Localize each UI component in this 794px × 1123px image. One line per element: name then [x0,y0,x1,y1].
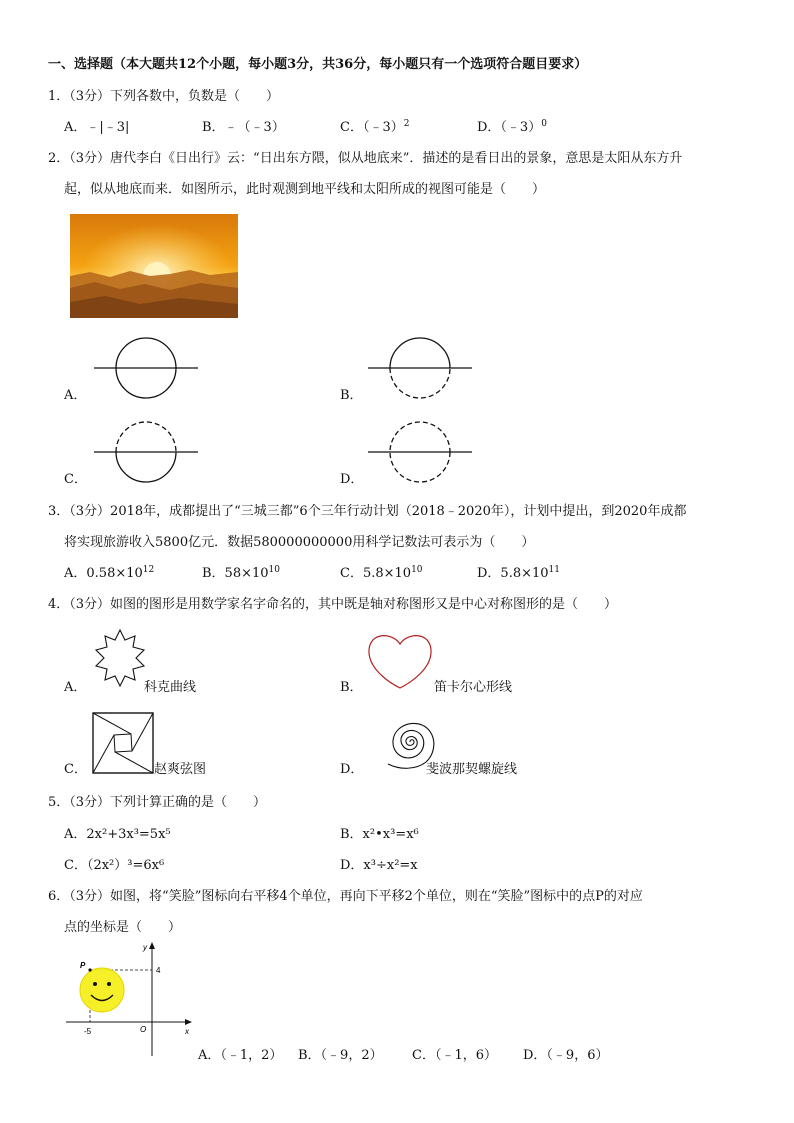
q6-option-b[interactable]: B．（﹣9，2） [298,1048,383,1063]
q2-option-b[interactable]: B． [340,388,363,403]
smiley-coordinate-figure [64,940,200,1058]
q5-option-d[interactable]: D．x³÷x²=x [340,858,418,873]
q3-option-c-exp: 10 [411,565,423,575]
q5-option-b[interactable]: B．x²•x³=x⁶ [340,827,419,842]
q4-option-a-name: 科克曲线 [144,680,197,695]
fig-tick-neg5: -5 [84,1027,92,1036]
q3-option-a-exp: 12 [142,565,155,575]
q6-option-c[interactable]: C．（﹣1，6） [412,1048,497,1063]
q5-option-c[interactable]: C．（2x²）³=6x⁶ [64,858,165,873]
q2-option-c[interactable]: C． [64,472,87,487]
q1-option-c-exp: 2 [403,119,410,129]
q2-figure-a [94,338,198,400]
q1-option-d-exp: 0 [541,119,547,129]
q1-option-d[interactable] [477,119,547,137]
q1-option-b[interactable]: B．﹣（﹣3） [202,120,285,135]
q4-option-b[interactable]: B． [340,680,363,695]
q4-option-a[interactable]: A． [64,680,87,695]
koch-snowflake-figure [90,628,150,692]
q4-option-b-name: 笛卡尔心形线 [434,680,513,695]
q4-option-d[interactable]: D． [340,762,364,777]
q1-stem: 1．（3分）下列各数中，负数是（ ） [48,89,280,104]
q6-line-1: 6．（3分）如图，将“笑脸”图标向右平移4个单位，再向下平移2个单位，则在“笑脸”图标中的点P的对应 [48,889,643,904]
fig-tick-4: 4 [156,966,161,975]
q3-option-d-exp: 11 [548,565,560,575]
q3-option-b-exp: 10 [268,565,280,575]
q3-line-1: 3．（3分）2018年，成都提出了“三城三都”6个三年行动计划（2018﹣2020年），计划中提出，到2020年成都 [48,504,687,519]
q2-figure-c [94,422,198,484]
q1-option-c-base: C．（﹣3） [340,120,404,135]
q2-figure-b [368,338,472,400]
q3-option-d[interactable] [477,565,560,583]
q3-option-c[interactable] [340,565,423,583]
q2-line-1: 2．（3分）唐代李白《日出行》云：“日出东方隈，似从地底来”．描述的是看日出的景象，意思是太阳从东方升 [48,151,683,166]
zhao-shuang-figure [92,712,154,774]
q3-option-b-base: B．58×10 [202,566,269,581]
q3-option-d-base: D．5.8×10 [477,566,549,581]
q6-option-d[interactable]: D．（﹣9，6） [523,1048,609,1063]
cardioid-figure [366,632,434,690]
q2-line-2: 起，似从地底而来．如图所示，此时观测到地平线和太阳所成的视图可能是（ ） [64,182,546,197]
q3-option-c-base: C．5.8×10 [340,566,412,581]
q3-line-2: 将实现旅游收入5800亿元．数据580000000000用科学记数法可表示为（ ） [64,535,535,550]
fig-x-label: x [185,1027,189,1036]
q3-option-b[interactable] [202,565,280,583]
fig-y-label: y [143,943,147,952]
fig-origin-label: O [140,1025,147,1034]
q5-option-a[interactable]: A．2x²+3x³=5x⁵ [64,827,171,842]
q1-option-d-base: D．（﹣3） [477,120,542,135]
q4-option-c-name: 赵爽弦图 [154,762,207,777]
section-title: 一、选择题（本大题共12个小题，每小题3分，共36分，每小题只有一个选项符合题目要求） [48,57,588,72]
q3-option-a-base: A．0.58×10 [64,566,143,581]
q4-option-c[interactable]: C． [64,762,87,777]
q1-option-c[interactable] [340,119,409,137]
q2-figure-d [368,422,472,484]
q2-option-a[interactable]: A． [64,388,87,403]
q3-option-a[interactable] [64,565,154,583]
q4-stem: 4．（3分）如图的图形是用数学家名字命名的，其中既是轴对称图形又是中心对称图形的是（ ） [48,597,618,612]
fig-point-p: P [80,961,86,970]
q6-option-a[interactable]: A．（﹣1，2） [198,1048,283,1063]
q6-line-2: 点的坐标是（ ） [64,920,182,935]
q5-stem: 5．（3分）下列计算正确的是（ ） [48,795,267,810]
q4-option-d-name: 斐波那契螺旋线 [426,762,518,777]
q1-option-a[interactable]: A．﹣|﹣3| [64,120,130,135]
q2-option-d[interactable]: D． [340,472,364,487]
sunrise-photo [70,214,238,318]
